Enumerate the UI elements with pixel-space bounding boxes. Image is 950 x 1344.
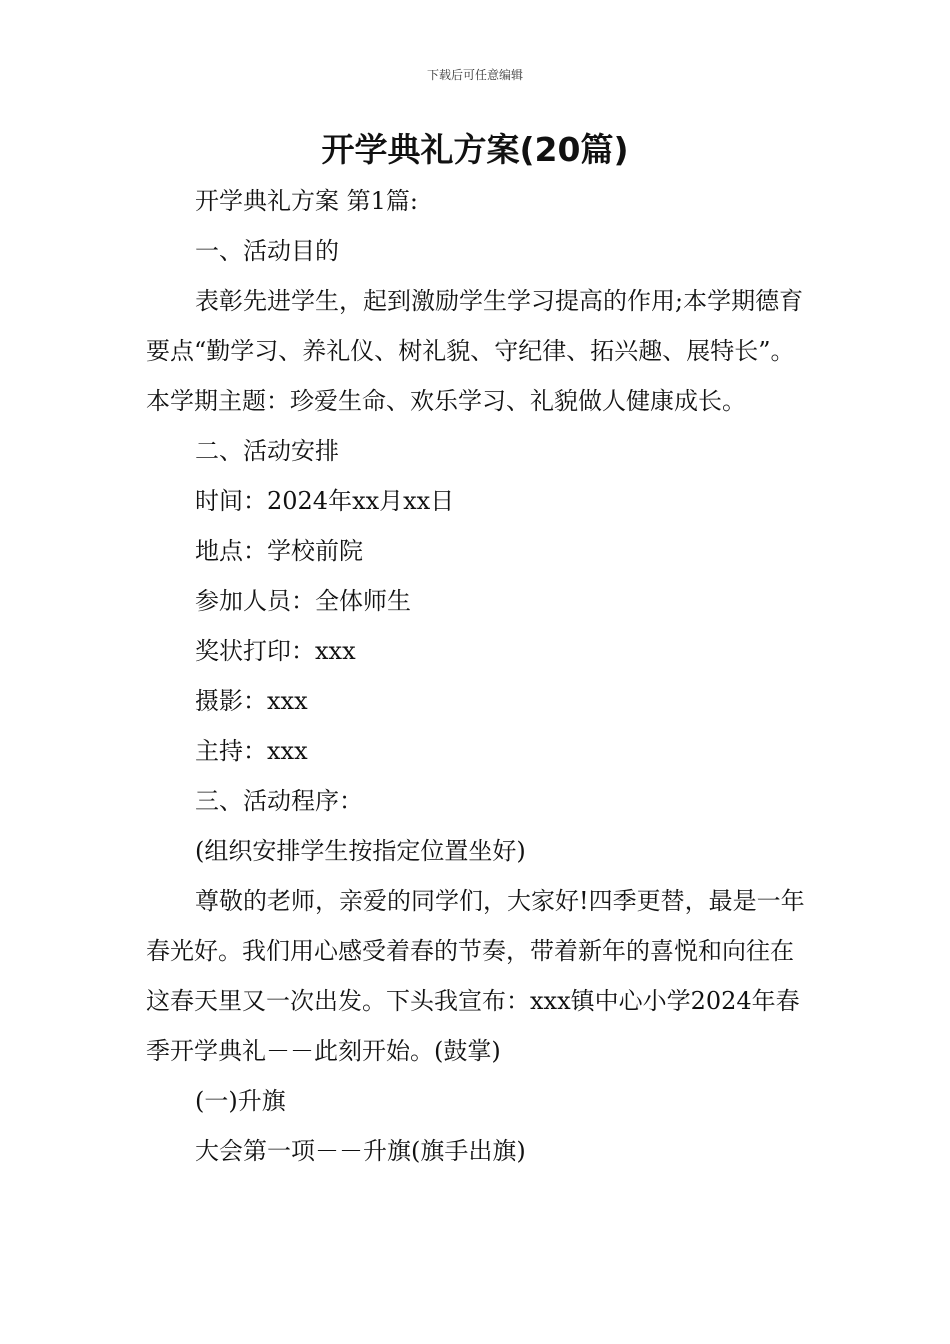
- paragraph-purpose-text: 表彰先进学生，起到激励学生学习提高的作用;本学期德育要点“勤学习、养礼仪、树礼貌、守纪律、拓兴趣、展特长”。本学期主题：珍爱生命、欢乐学习、礼貌做人健康成长。: [146, 287, 804, 415]
- document-title: 开学典礼方案(20篇): [321, 130, 629, 169]
- heading-activity-arrangement: 二、活动安排: [195, 437, 339, 465]
- paragraph-time: 时间：2024年xx月xx日: [195, 487, 455, 515]
- paragraph-location: 地点：学校前院: [195, 537, 363, 565]
- paragraph-certificate-printing: 奖状打印：xxx: [195, 637, 356, 665]
- document-body: [146, 176, 808, 1176]
- paragraph-opening-speech: 尊敬的老师，亲爱的同学们，大家好!四季更替，最是一年春光好。我们用心感受着春的节奏，带着新年的喜悦和向往在这春天里又一次出发。下头我宣布：xxx镇中心小学2024年春季开学典礼－－此刻开始。(鼓掌): [146, 887, 805, 1065]
- paragraph-first-item: 大会第一项－－升旗(旗手出旗): [195, 1137, 526, 1165]
- paragraph-seating-note: (组织安排学生按指定位置坐好): [195, 837, 526, 865]
- heading-activity-purpose: 一、活动目的: [195, 237, 339, 265]
- heading-flag-raising: (一)升旗: [195, 1087, 286, 1115]
- paragraph-photography: 摄影：xxx: [195, 687, 308, 715]
- heading-activity-procedure: 三、活动程序：: [195, 787, 363, 815]
- paragraph-section-intro: 开学典礼方案 第1篇:: [195, 187, 418, 215]
- header-note: 下载后可任意编辑: [426, 68, 523, 82]
- paragraph-host: 主持：xxx: [195, 737, 308, 765]
- paragraph-participants: 参加人员：全体师生: [195, 587, 411, 615]
